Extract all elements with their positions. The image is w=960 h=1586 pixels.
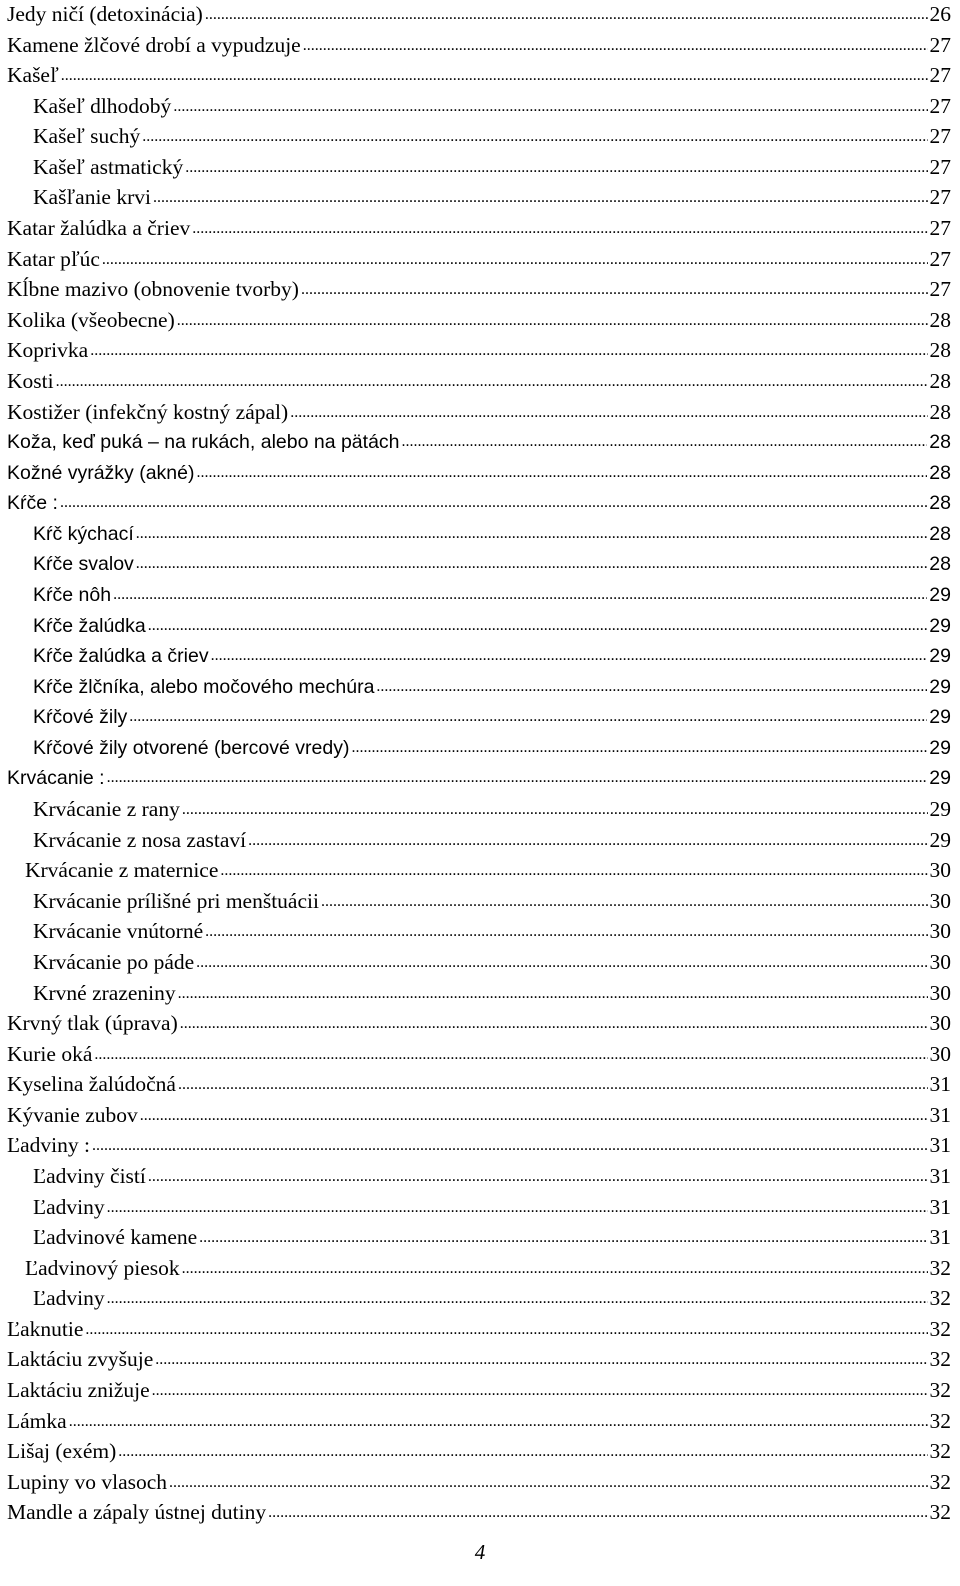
toc-entry-page: 27 <box>929 154 951 179</box>
toc-entry[interactable] <box>7 580 951 611</box>
toc-entry-label: Kožné vyrážky (akné) <box>7 461 195 484</box>
toc-entry[interactable] <box>7 1100 951 1131</box>
toc-entry-label: Krvný tlak (úprava) <box>7 1011 178 1036</box>
dot-leader <box>113 578 927 611</box>
dot-leader <box>220 853 927 887</box>
toc-entry-page: 29 <box>929 706 951 729</box>
toc-entry-label: Krvácanie prílišné pri menštuácii <box>33 888 319 913</box>
dot-leader <box>153 180 928 214</box>
toc-entry-page: 31 <box>929 1102 951 1127</box>
table-of-contents <box>7 0 951 1528</box>
dot-leader <box>107 1281 928 1315</box>
toc-entry-page: 28 <box>929 461 951 484</box>
toc-entry-label: Lámka <box>7 1408 67 1433</box>
toc-entry[interactable] <box>7 30 951 61</box>
toc-entry[interactable] <box>7 1283 951 1314</box>
dot-leader <box>107 761 928 794</box>
toc-entry-label: Ľadvinový piesok <box>25 1255 180 1280</box>
toc-entry-page: 30 <box>929 1041 951 1066</box>
toc-entry-label: Krvné zrazeniny <box>33 980 176 1005</box>
toc-entry[interactable] <box>7 152 951 183</box>
toc-entry[interactable] <box>7 733 951 764</box>
toc-entry[interactable] <box>7 91 951 122</box>
toc-entry-page: 31 <box>929 1163 951 1188</box>
dot-leader <box>177 303 928 337</box>
toc-entry-page: 28 <box>929 338 951 363</box>
toc-entry-label: Krvácanie z rany <box>33 797 180 822</box>
toc-entry-page: 29 <box>929 645 951 668</box>
toc-entry[interactable] <box>7 672 951 703</box>
toc-entry-label: Ľadviny <box>33 1286 105 1311</box>
toc-entry[interactable] <box>7 60 951 91</box>
toc-entry[interactable] <box>7 611 951 642</box>
toc-entry[interactable] <box>7 427 951 458</box>
toc-entry[interactable] <box>7 1192 951 1223</box>
toc-entry-page: 28 <box>929 553 951 576</box>
toc-entry-label: Lišaj (exém) <box>7 1439 117 1464</box>
toc-entry-page: 27 <box>929 185 951 210</box>
dot-leader <box>197 456 928 489</box>
toc-entry-label: Kŕčové žily <box>33 706 128 729</box>
toc-entry-page: 32 <box>929 1469 951 1494</box>
toc-entry-page: 28 <box>929 522 951 545</box>
toc-entry-page: 30 <box>929 1011 951 1036</box>
toc-entry-label: Ľaknutie <box>7 1316 84 1341</box>
dot-leader <box>205 914 927 948</box>
dot-leader <box>182 792 928 826</box>
toc-entry[interactable] <box>7 1039 951 1070</box>
toc-entry[interactable] <box>7 488 951 519</box>
toc-entry-page: 29 <box>929 675 951 698</box>
toc-entry-label: Ľadviny : <box>7 1133 90 1158</box>
toc-entry[interactable] <box>7 1344 951 1375</box>
toc-entry-page: 31 <box>929 1194 951 1219</box>
toc-entry-page: 32 <box>929 1408 951 1433</box>
toc-entry[interactable] <box>7 916 951 947</box>
toc-entry[interactable] <box>7 1253 951 1284</box>
toc-entry-page: 31 <box>929 1133 951 1158</box>
toc-entry-label: Ľadviny <box>33 1194 105 1219</box>
toc-entry-label: Kŕče : <box>7 492 58 515</box>
dot-leader <box>290 395 927 429</box>
toc-entry[interactable] <box>7 0 951 30</box>
dot-leader <box>90 333 927 367</box>
toc-entry[interactable] <box>7 1222 951 1253</box>
dot-leader <box>180 1006 928 1040</box>
dot-leader <box>402 425 928 458</box>
toc-entry-label: Ľadvinové kamene <box>33 1225 198 1250</box>
toc-entry-page: 28 <box>929 399 951 424</box>
toc-entry[interactable] <box>7 641 951 672</box>
toc-entry-label: Krvácanie : <box>7 767 105 790</box>
toc-entry-label: Jedy ničí (detoxinácia) <box>7 2 203 26</box>
toc-entry-page: 28 <box>929 492 951 515</box>
toc-entry-label: Kŕče svalov <box>33 553 134 576</box>
toc-entry-label: Laktáciu znižuje <box>7 1378 150 1403</box>
toc-entry[interactable] <box>7 121 951 152</box>
toc-entry-page: 27 <box>929 63 951 88</box>
dot-leader <box>136 517 928 550</box>
toc-entry-page: 28 <box>929 431 951 454</box>
toc-entry-page: 31 <box>929 1072 951 1097</box>
dot-leader <box>303 28 928 62</box>
toc-entry-label: Kašeľ <box>7 63 59 88</box>
toc-entry-label: Kŕče žalúdka <box>33 614 146 637</box>
dot-leader <box>148 609 928 642</box>
toc-entry[interactable] <box>7 1161 951 1192</box>
toc-entry-page: 29 <box>929 614 951 637</box>
dot-leader <box>129 700 927 733</box>
toc-entry[interactable] <box>7 825 951 856</box>
toc-entry-page: 28 <box>929 368 951 393</box>
toc-entry[interactable] <box>7 1467 951 1498</box>
toc-entry[interactable] <box>7 978 951 1009</box>
toc-entry-page: 30 <box>929 949 951 974</box>
toc-entry[interactable] <box>7 335 951 366</box>
toc-entry-page: 29 <box>929 797 951 822</box>
dot-leader <box>118 1434 927 1468</box>
toc-entry-label: Kamene žlčové drobí a vypudzuje <box>7 32 301 57</box>
toc-entry[interactable] <box>7 763 951 794</box>
dot-leader <box>248 823 927 857</box>
dot-leader <box>178 976 928 1010</box>
dot-leader <box>211 639 928 672</box>
toc-entry[interactable] <box>7 1069 951 1100</box>
toc-entry[interactable] <box>7 549 951 580</box>
toc-entry[interactable] <box>7 213 951 244</box>
toc-entry[interactable] <box>7 1406 951 1437</box>
toc-entry-page: 30 <box>929 888 951 913</box>
dot-leader <box>56 364 928 398</box>
toc-entry-label: Ľadviny čistí <box>33 1163 146 1188</box>
dot-leader <box>140 1098 928 1132</box>
toc-entry[interactable] <box>7 886 951 917</box>
dot-leader <box>185 150 927 184</box>
toc-entry-label: Kašeľ suchý <box>33 124 141 149</box>
toc-entry-label: Kŕč kýchací <box>33 522 134 545</box>
dot-leader <box>148 1159 928 1193</box>
toc-entry-page: 31 <box>929 1225 951 1250</box>
dot-leader <box>268 1495 927 1529</box>
toc-entry[interactable] <box>7 1314 951 1345</box>
toc-entry[interactable] <box>7 1436 951 1467</box>
dot-leader <box>107 1190 928 1224</box>
toc-entry[interactable] <box>7 397 951 428</box>
toc-entry-page: 32 <box>929 1500 951 1525</box>
toc-entry[interactable] <box>7 794 951 825</box>
toc-entry-page: 27 <box>929 246 951 271</box>
toc-entry-label: Kašľanie krvi <box>33 185 151 210</box>
toc-entry-page: 29 <box>929 827 951 852</box>
toc-entry-label: Kurie oká <box>7 1041 93 1066</box>
dot-leader <box>94 1037 927 1071</box>
toc-entry-page: 28 <box>929 307 951 332</box>
toc-entry[interactable] <box>7 244 951 275</box>
dot-leader <box>136 547 928 580</box>
toc-entry-page: 30 <box>929 919 951 944</box>
toc-entry-page: 32 <box>929 1316 951 1341</box>
dot-leader <box>173 89 927 123</box>
dot-leader <box>85 1312 927 1346</box>
toc-entry[interactable] <box>7 1497 951 1528</box>
dot-leader <box>61 58 928 92</box>
toc-entry-page: 32 <box>929 1255 951 1280</box>
toc-entry[interactable] <box>7 305 951 336</box>
toc-entry[interactable] <box>7 182 951 213</box>
toc-entry-label: Katar žalúdka a čriev <box>7 216 191 241</box>
toc-entry-page: 30 <box>929 980 951 1005</box>
dot-leader <box>199 1220 927 1254</box>
toc-entry-page: 32 <box>929 1347 951 1372</box>
toc-entry-label: Mandle a zápaly ústnej dutiny <box>7 1500 267 1525</box>
dot-leader <box>376 670 927 703</box>
toc-entry-label: Kŕče žalúdka a čriev <box>33 645 209 668</box>
dot-leader <box>351 731 927 764</box>
toc-entry-label: Katar pľúc <box>7 246 100 271</box>
toc-entry-page: 29 <box>929 583 951 606</box>
dot-leader <box>301 272 928 306</box>
toc-entry-page: 26 <box>929 2 951 26</box>
toc-entry-label: Krvácanie po páde <box>33 949 195 974</box>
dot-leader <box>178 1067 928 1101</box>
dot-leader <box>142 119 927 153</box>
dot-leader <box>155 1342 927 1376</box>
dot-leader <box>69 1404 928 1438</box>
dot-leader <box>102 242 928 276</box>
toc-entry[interactable] <box>7 519 951 550</box>
toc-entry-label: Kosti <box>7 368 54 393</box>
toc-entry-label: Lupiny vo vlasoch <box>7 1469 168 1494</box>
toc-entry-page: 27 <box>929 32 951 57</box>
toc-entry[interactable] <box>7 458 951 489</box>
page-number: 4 <box>474 1540 486 1564</box>
dot-leader <box>182 1251 928 1285</box>
toc-entry-page: 27 <box>929 124 951 149</box>
toc-entry-label: Koprivka <box>7 338 89 363</box>
toc-entry-page: 32 <box>929 1439 951 1464</box>
toc-entry-page: 27 <box>929 216 951 241</box>
toc-entry-label: Kostižer (infekčný kostný zápal) <box>7 399 289 424</box>
toc-entry-label: Kolika (všeobecne) <box>7 307 175 332</box>
toc-entry[interactable] <box>7 274 951 305</box>
toc-entry-page: 30 <box>929 858 951 883</box>
dot-leader <box>192 211 927 245</box>
toc-entry-label: Kŕče žlčníka, alebo močového mechúra <box>33 675 375 698</box>
dot-leader <box>60 486 927 519</box>
toc-entry-page: 29 <box>929 767 951 790</box>
toc-entry-label: Krvácanie z nosa zastaví <box>33 827 247 852</box>
dot-leader <box>92 1128 928 1162</box>
toc-entry-page: 27 <box>929 93 951 118</box>
dot-leader <box>196 945 927 979</box>
toc-entry[interactable] <box>7 855 951 886</box>
toc-entry-page: 29 <box>929 736 951 759</box>
toc-entry-page: 32 <box>929 1378 951 1403</box>
dot-leader <box>205 0 928 31</box>
toc-entry-label: Krvácanie z maternice <box>25 858 219 883</box>
toc-entry-label: Kývanie zubov <box>7 1102 138 1127</box>
dot-leader <box>321 884 928 918</box>
toc-entry[interactable] <box>7 947 951 978</box>
toc-entry[interactable] <box>7 702 951 733</box>
dot-leader <box>169 1465 927 1499</box>
toc-entry-page: 27 <box>929 277 951 302</box>
toc-entry-label: Koža, keď puká – na rukách, alebo na pätách <box>7 431 400 454</box>
toc-entry[interactable] <box>7 1130 951 1161</box>
toc-entry-label: Kĺbne mazivo (obnovenie tvorby) <box>7 277 299 302</box>
toc-entry[interactable] <box>7 1375 951 1406</box>
toc-entry-label: Kyselina žalúdočná <box>7 1072 176 1097</box>
toc-entry-label: Kašeľ astmatický <box>33 154 184 179</box>
toc-entry-page: 32 <box>929 1286 951 1311</box>
dot-leader <box>152 1373 928 1407</box>
toc-entry-label: Kŕčové žily otvorené (bercové vredy) <box>33 736 350 759</box>
toc-entry-label: Kŕče nôh <box>33 583 112 606</box>
toc-entry-label: Laktáciu zvyšuje <box>7 1347 154 1372</box>
toc-entry[interactable] <box>7 1008 951 1039</box>
toc-entry[interactable] <box>7 366 951 397</box>
toc-entry-label: Kašeľ dlhodobý <box>33 93 172 118</box>
toc-entry-label: Krvácanie vnútorné <box>33 919 204 944</box>
